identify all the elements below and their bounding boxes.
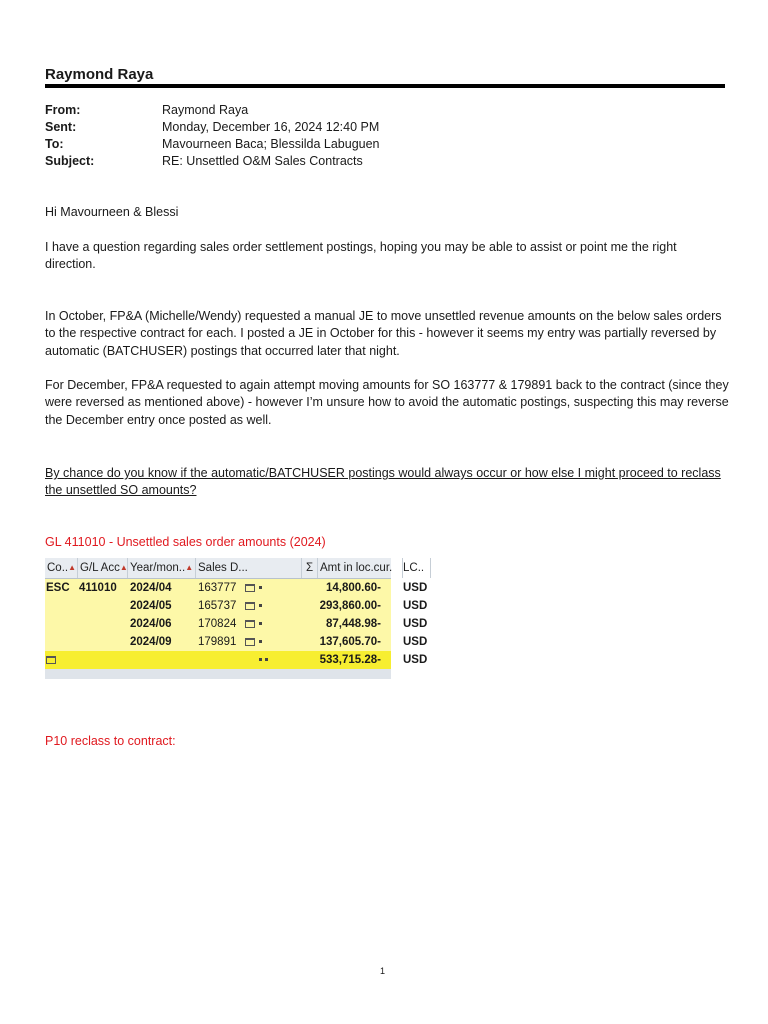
printer-icon <box>245 615 255 633</box>
sort-up-icon: ▲ <box>185 563 194 572</box>
from-value: Raymond Raya <box>162 103 249 117</box>
cell-amount: 137,605.70- <box>319 636 381 648</box>
cell-sales-doc: 179891 <box>198 636 237 648</box>
sap-grid-snapshot <box>45 558 428 679</box>
col-header-gl-account <box>78 558 128 578</box>
table-row <box>45 597 428 615</box>
cell-currency: USD <box>403 636 428 648</box>
status-dot-icon <box>259 579 262 597</box>
cell-sales-doc: 165737 <box>198 600 237 612</box>
from-row <box>45 102 725 119</box>
col-header-sales-doc-label: Sales D... <box>198 562 248 574</box>
cell-sales-doc: 163777 <box>198 582 237 594</box>
to-value: Mavourneen Baca; Blessilda Labuguen <box>162 137 380 151</box>
sent-value: Monday, December 16, 2024 12:40 PM <box>162 120 380 134</box>
col-header-company-label: Co.. <box>47 562 69 574</box>
sender-name: Raymond Raya <box>45 66 154 83</box>
paragraph-3: For December, FP&A requested to again attempt moving amounts for SO 163777 & 179891 back to the contract (since they were reversed as mentioned above) - however I’m unsure how to avoid the automatic postings, suspecting this may reverse the December entry once posted as well. <box>45 378 729 427</box>
from-label: From: <box>45 103 81 117</box>
cell-amount: 293,860.00- <box>319 600 381 612</box>
cell-period: 2024/04 <box>130 582 172 594</box>
cell-period: 2024/05 <box>130 600 172 612</box>
status-dot-icon <box>259 633 262 651</box>
table-row <box>45 633 428 651</box>
paragraph-1: I have a question regarding sales order settlement postings, hoping you may be able to assist or point me the right direction. <box>45 240 677 272</box>
col-header-gl-label: G/L Acc <box>80 562 120 574</box>
total-row <box>45 651 428 669</box>
col-header-amount-label: Amt in loc.cur. <box>320 562 393 574</box>
cell-period: 2024/06 <box>130 618 172 630</box>
grid-header-row <box>45 558 425 579</box>
table-row <box>45 615 428 633</box>
paragraph-2: In October, FP&A (Michelle/Wendy) requested a manual JE to move unsettled revenue amounts on the below sales orders to the respective contract for each. I posted a JE in October for this - however it seems my entry was partially reversed by automatic (BATCHUSER) postings that occurred later that night. <box>45 309 722 358</box>
cell-company: ESC <box>46 582 70 594</box>
col-header-currency <box>401 558 431 578</box>
subject-label: Subject: <box>45 154 95 168</box>
sum-icon: Σ <box>306 562 314 574</box>
table-row <box>45 579 428 597</box>
table-title: GL 411010 - Unsettled sales order amounts (2024) <box>45 535 326 549</box>
cell-amount: 14,800.60- <box>326 582 381 594</box>
col-header-currency-label: LC.. <box>403 562 425 574</box>
sent-label: Sent: <box>45 120 77 134</box>
printer-icon <box>245 633 255 651</box>
cell-sales-doc: 170824 <box>198 618 237 630</box>
printer-icon <box>245 597 255 615</box>
col-header-amount <box>318 558 403 578</box>
cell-currency: USD <box>403 582 428 594</box>
cell-amount: 87,448.98- <box>326 618 381 630</box>
col-header-sales-doc <box>196 558 302 578</box>
total-amount: 533,715.28- <box>319 654 381 666</box>
sort-updown-icon: ▲ <box>119 563 128 572</box>
cell-gl-account: 411010 <box>79 582 117 594</box>
sort-up-icon: ▲ <box>68 563 77 572</box>
printer-icon <box>245 579 255 597</box>
cell-period: 2024/09 <box>130 636 172 648</box>
subject-row <box>45 153 725 170</box>
to-label: To: <box>45 137 64 151</box>
status-dot-icon <box>259 615 262 633</box>
to-row <box>45 136 725 153</box>
status-dot-icon <box>259 597 262 615</box>
header-rule <box>45 84 725 88</box>
sent-row <box>45 119 725 136</box>
greeting: Hi Mavourneen & Blessi <box>45 205 179 219</box>
reclass-title: P10 reclass to contract: <box>45 734 176 748</box>
col-header-period <box>128 558 196 578</box>
subject-value: RE: Unsettled O&M Sales Contracts <box>162 154 363 168</box>
total-currency: USD <box>403 654 428 666</box>
question-paragraph: By chance do you know if the automatic/BATCHUSER postings would always occur or how else I might proceed to reclass the unsettled SO amounts? <box>45 466 721 498</box>
page-number: 1 <box>380 966 386 976</box>
col-header-company <box>45 558 78 578</box>
cell-currency: USD <box>403 618 428 630</box>
total-printer-icon <box>46 651 56 669</box>
cell-currency: USD <box>403 600 428 612</box>
col-header-sum <box>302 558 318 578</box>
col-header-period-label: Year/mon.. <box>130 562 186 574</box>
